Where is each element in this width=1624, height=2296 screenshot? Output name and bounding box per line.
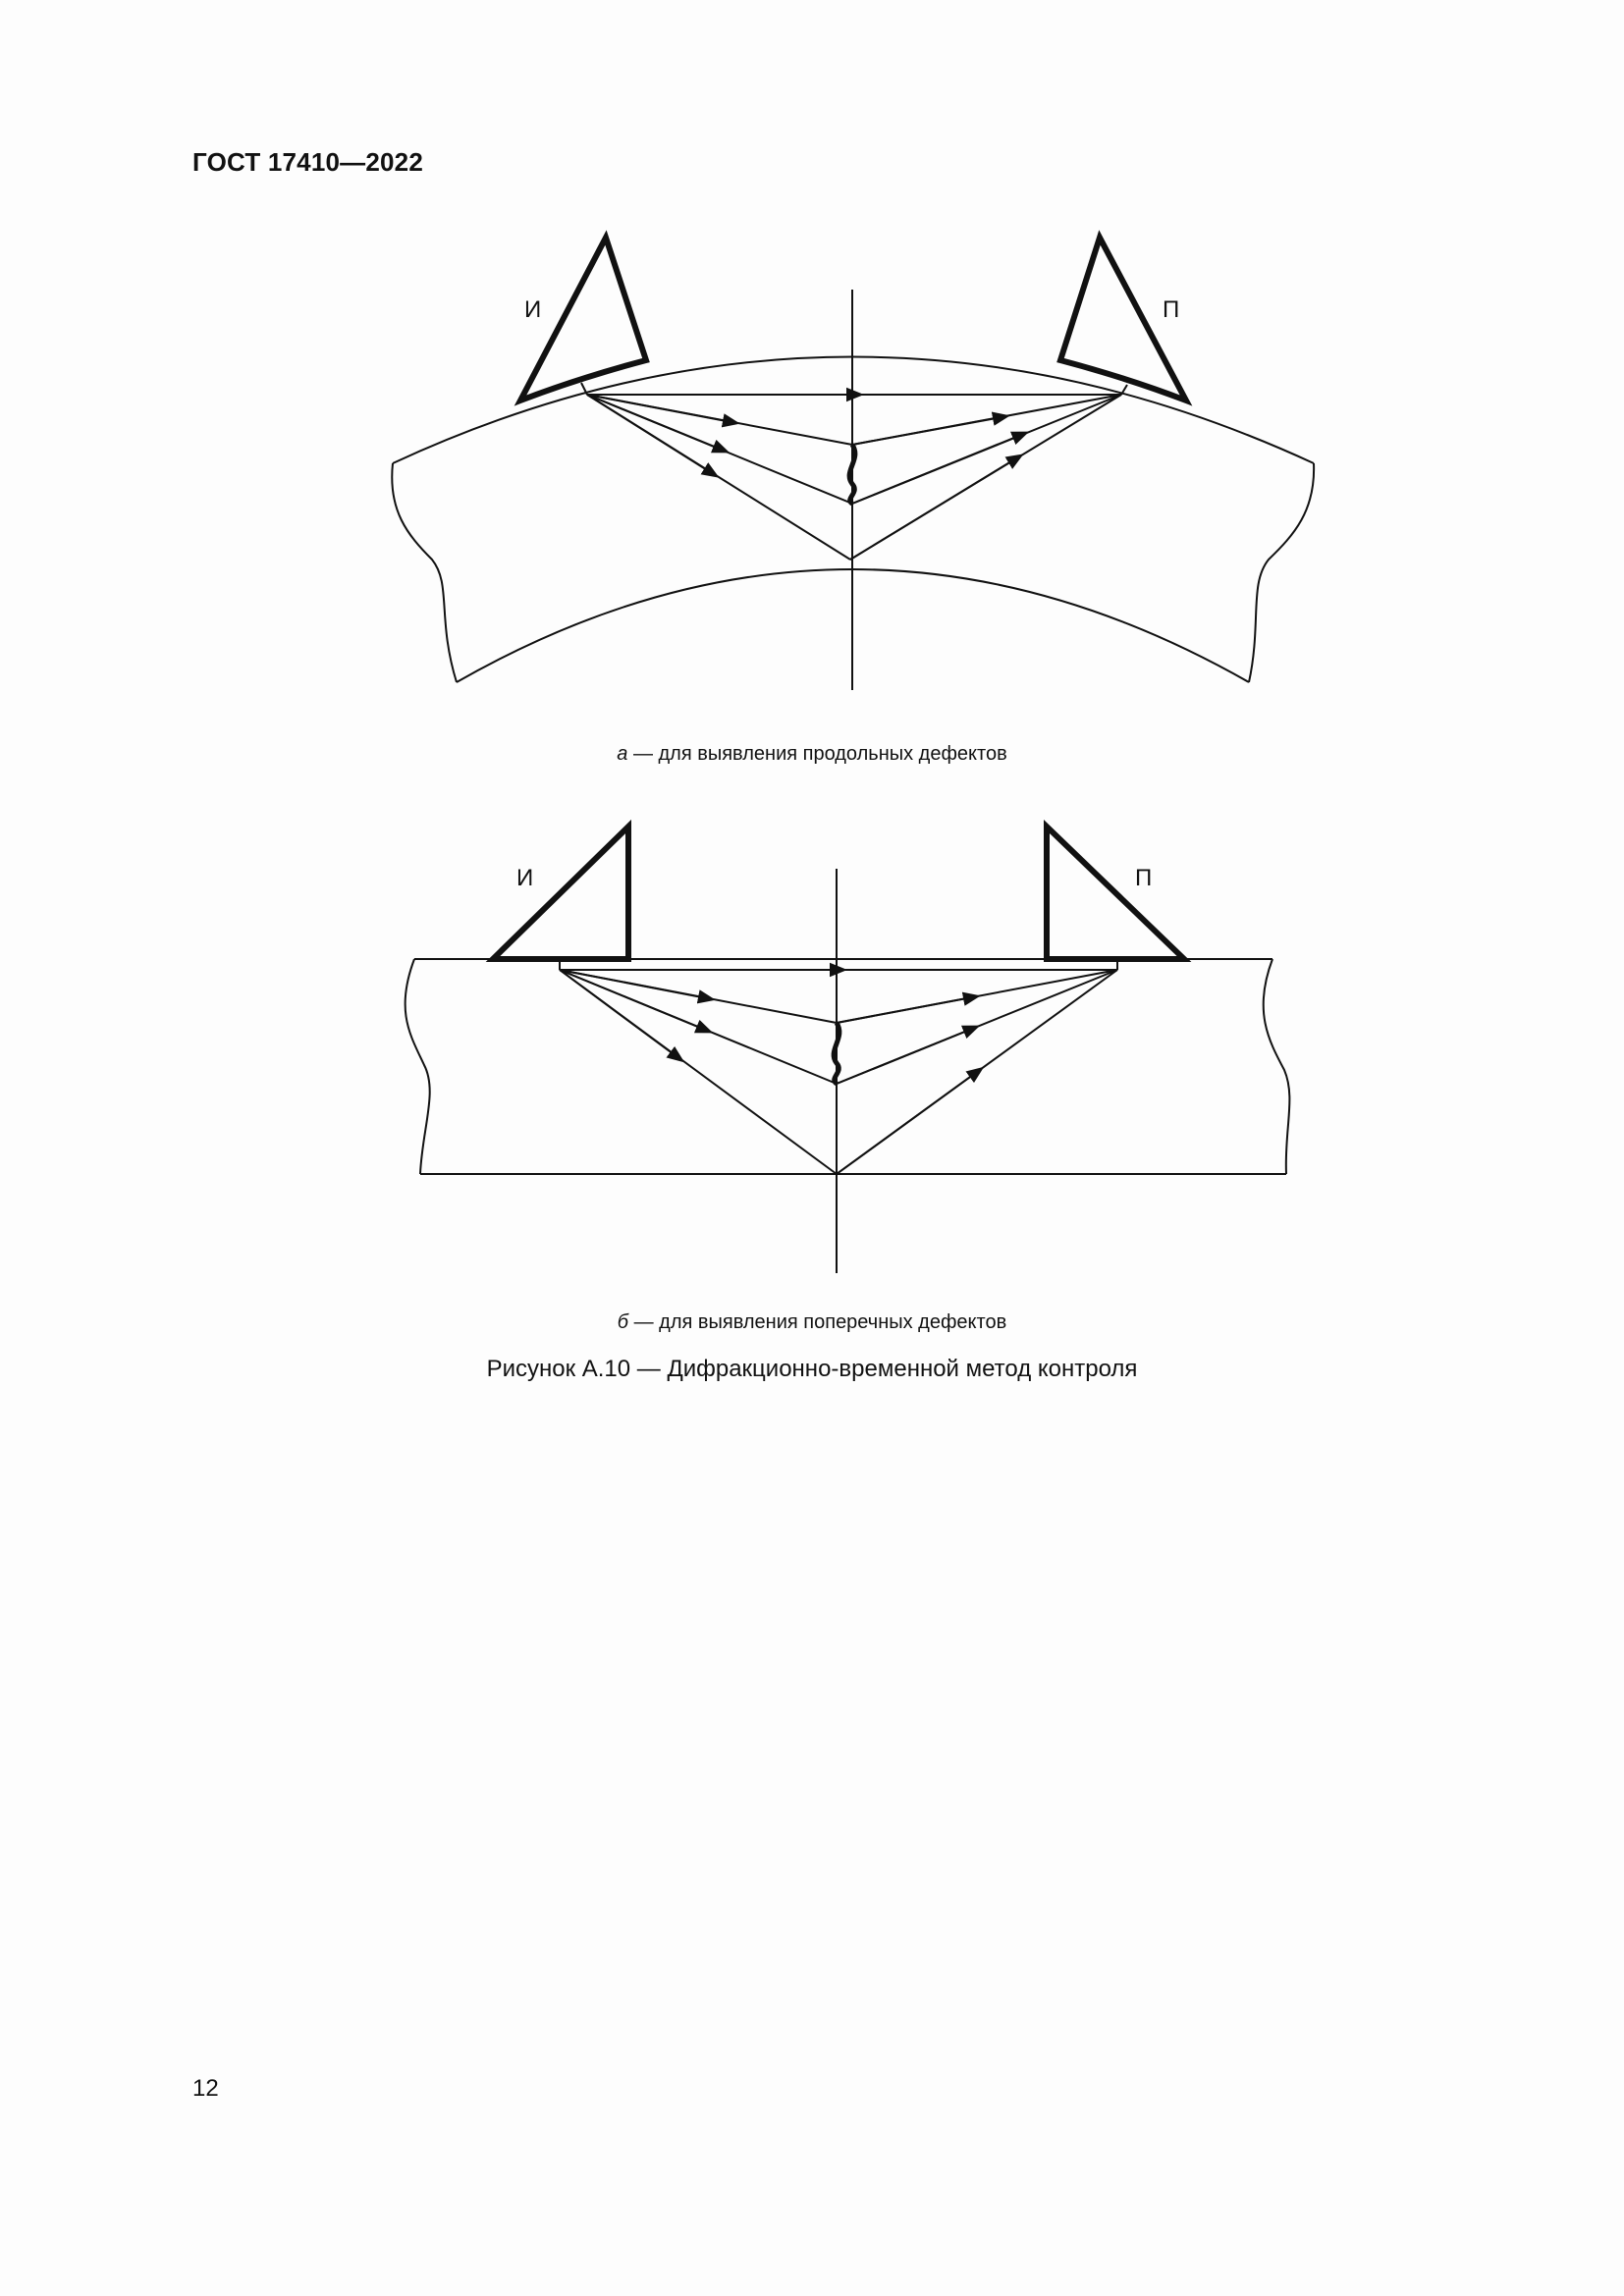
figure-b-diagram: [0, 800, 1624, 1291]
figure-b-caption: [0, 1311, 1624, 1334]
receiver-label: П: [1135, 865, 1153, 891]
figure-a-caption-text: — для выявления продольных дефектов: [627, 743, 1007, 765]
document-header: ГОСТ 17410—2022: [192, 147, 423, 177]
figure-title: Рисунок А.10 — Дифракционно-временной метод контроля: [486, 1356, 1138, 1382]
figure-a-diagram: [0, 216, 1624, 707]
figure-b-caption-letter: б: [617, 1311, 629, 1333]
specimen-right-break: [1264, 959, 1290, 1174]
receiver-probe: [1047, 827, 1184, 959]
emitter-probe: [493, 827, 628, 959]
page-number: 12: [192, 2075, 219, 2102]
figure-a-caption: [0, 743, 1624, 766]
receiver-label: П: [1163, 296, 1180, 323]
specimen-left-break: [392, 463, 457, 682]
figure-b-caption-text: — для выявления поперечных дефектов: [628, 1311, 1007, 1333]
emitter-label: И: [524, 296, 542, 323]
figure-a-caption-letter: а: [617, 743, 628, 765]
emitter-label: И: [516, 865, 534, 891]
specimen-right-break: [1249, 463, 1314, 682]
specimen-left-break: [406, 959, 430, 1174]
